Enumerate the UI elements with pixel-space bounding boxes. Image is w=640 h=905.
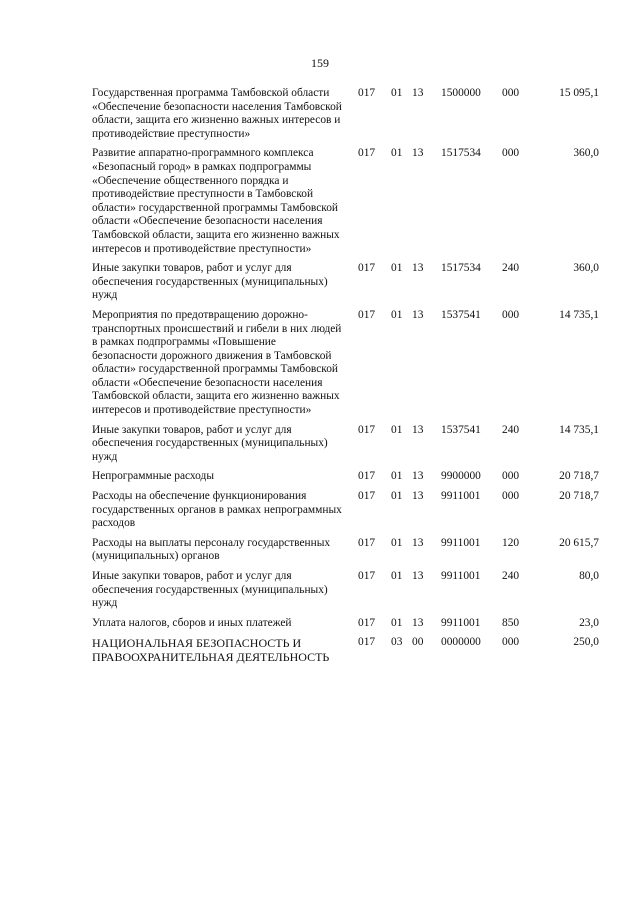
row-vr: 000	[502, 308, 520, 321]
row-csr: 0000000	[441, 636, 481, 649]
row-sum: 360,0	[573, 262, 599, 275]
row-rz: 01	[391, 87, 403, 99]
row-csr: 9911001	[441, 616, 481, 629]
row-rz: 03	[391, 636, 403, 649]
row-ved: 017	[358, 636, 376, 649]
row-name: Непрограммные расходы	[92, 470, 214, 483]
row-vr: 000	[502, 490, 520, 503]
row-name: Иные закупки товаров, работ и услуг для обеспечения государственных (муниципальных) нужд	[92, 262, 328, 302]
row-vr: 120	[502, 536, 520, 549]
row-ved: 017	[358, 423, 376, 436]
table-row	[92, 636, 607, 664]
row-ved: 017	[358, 470, 376, 483]
row-sum: 15 095,1	[559, 87, 599, 99]
row-pr: 13	[412, 308, 424, 321]
row-rz: 01	[391, 147, 403, 160]
row-pr: 13	[412, 570, 424, 582]
row-name: Иные закупки товаров, работ и услуг для обеспечения государственных (муниципальных) нужд	[92, 423, 328, 463]
row-name: Государственная программа Тамбовской области «Обеспечение безопасности населения Тамбовской области, защита его жизненно важных интересов и противодействие преступности»	[92, 87, 342, 140]
row-vr: 000	[502, 147, 520, 160]
row-pr: 13	[412, 490, 424, 503]
row-rz: 01	[391, 262, 403, 275]
row-name: Иные закупки товаров, работ и услуг для обеспечения государственных (муниципальных) нужд	[92, 570, 328, 610]
table-row	[92, 424, 607, 465]
row-name: Мероприятия по предотвращению дорожно-транспортных происшествий и гибели в них людей в рамках подпрограммы «Повышение безопасности дорожного движения в Тамбовской области» государственной программы Тамбовской области «Обеспечение безопасности населения Тамбовской области, защита его жизненно важных интересов и противодействие преступности»	[92, 308, 342, 417]
row-name: Уплата налогов, сборов и иных платежей	[92, 616, 292, 629]
row-ved: 017	[358, 262, 376, 275]
row-vr: 850	[502, 616, 520, 629]
row-name: Расходы на обеспечение функционирования государственных органов в рамках непрограммных расходов	[92, 490, 342, 530]
row-rz: 01	[391, 470, 403, 483]
row-vr: 000	[502, 87, 520, 99]
row-sum: 250,0	[573, 636, 599, 649]
row-csr: 1537541	[441, 308, 481, 321]
row-pr: 13	[412, 147, 424, 160]
row-ved: 017	[358, 616, 376, 629]
table-row	[92, 490, 607, 531]
row-rz: 01	[391, 616, 403, 629]
row-csr: 1517534	[441, 262, 481, 275]
row-ved: 017	[358, 570, 376, 582]
row-pr: 00	[412, 636, 424, 649]
table-row	[92, 617, 607, 631]
row-sum: 20 615,7	[559, 536, 599, 549]
row-ved: 017	[358, 308, 376, 321]
row-vr: 000	[502, 636, 520, 649]
row-sum: 14 735,1	[559, 308, 599, 321]
table-row	[92, 147, 607, 256]
row-sum: 23,0	[579, 616, 599, 629]
row-csr: 1500000	[441, 87, 481, 99]
row-vr: 240	[502, 570, 520, 582]
table-row	[92, 309, 607, 418]
row-csr: 1537541	[441, 423, 481, 436]
row-rz: 01	[391, 308, 403, 321]
row-rz: 01	[391, 490, 403, 503]
row-pr: 13	[412, 87, 424, 99]
row-pr: 13	[412, 423, 424, 436]
row-pr: 13	[412, 536, 424, 549]
row-sum: 360,0	[573, 147, 599, 160]
row-rz: 01	[391, 570, 403, 582]
row-rz: 01	[391, 423, 403, 436]
row-vr: 240	[502, 423, 520, 436]
row-csr: 1517534	[441, 147, 481, 160]
row-pr: 13	[412, 616, 424, 629]
row-csr: 9900000	[441, 470, 481, 483]
row-ved: 017	[358, 147, 376, 160]
row-pr: 13	[412, 470, 424, 483]
row-name: НАЦИОНАЛЬНАЯ БЕЗОПАСНОСТЬ И ПРАВООХРАНИТЕЛЬНАЯ ДЕЯТЕЛЬНОСТЬ	[92, 636, 330, 665]
table-row	[92, 537, 607, 564]
row-pr: 13	[412, 262, 424, 275]
row-rz: 01	[391, 536, 403, 549]
row-csr: 9911001	[441, 490, 481, 503]
row-sum: 20 718,7	[559, 470, 599, 483]
budget-table	[92, 87, 607, 670]
row-sum: 14 735,1	[559, 423, 599, 436]
row-ved: 017	[358, 536, 376, 549]
row-ved: 017	[358, 490, 376, 503]
table-row	[92, 262, 607, 303]
row-vr: 240	[502, 262, 520, 275]
table-row	[92, 470, 607, 484]
row-name: Расходы на выплаты персоналу государственных (муниципальных) органов	[92, 536, 331, 563]
table-row	[92, 570, 607, 611]
table-row	[92, 87, 607, 141]
row-name: Развитие аппаратно-программного комплекса «Безопасный город» в рамках подпрограммы «Обеспечение общественного порядка и противодействие преступности в Тамбовской области» государственной программы Тамбовской области «Обеспечение безопасности населения Тамбовской области, защита его жизненно важных интересов и противодействие преступности»	[92, 147, 340, 255]
row-csr: 9911001	[441, 570, 481, 582]
row-sum: 20 718,7	[559, 490, 599, 503]
row-csr: 9911001	[441, 536, 481, 549]
row-vr: 000	[502, 470, 520, 483]
page-number: 159	[311, 56, 329, 70]
row-sum: 80,0	[579, 570, 599, 582]
row-ved: 017	[358, 87, 376, 99]
